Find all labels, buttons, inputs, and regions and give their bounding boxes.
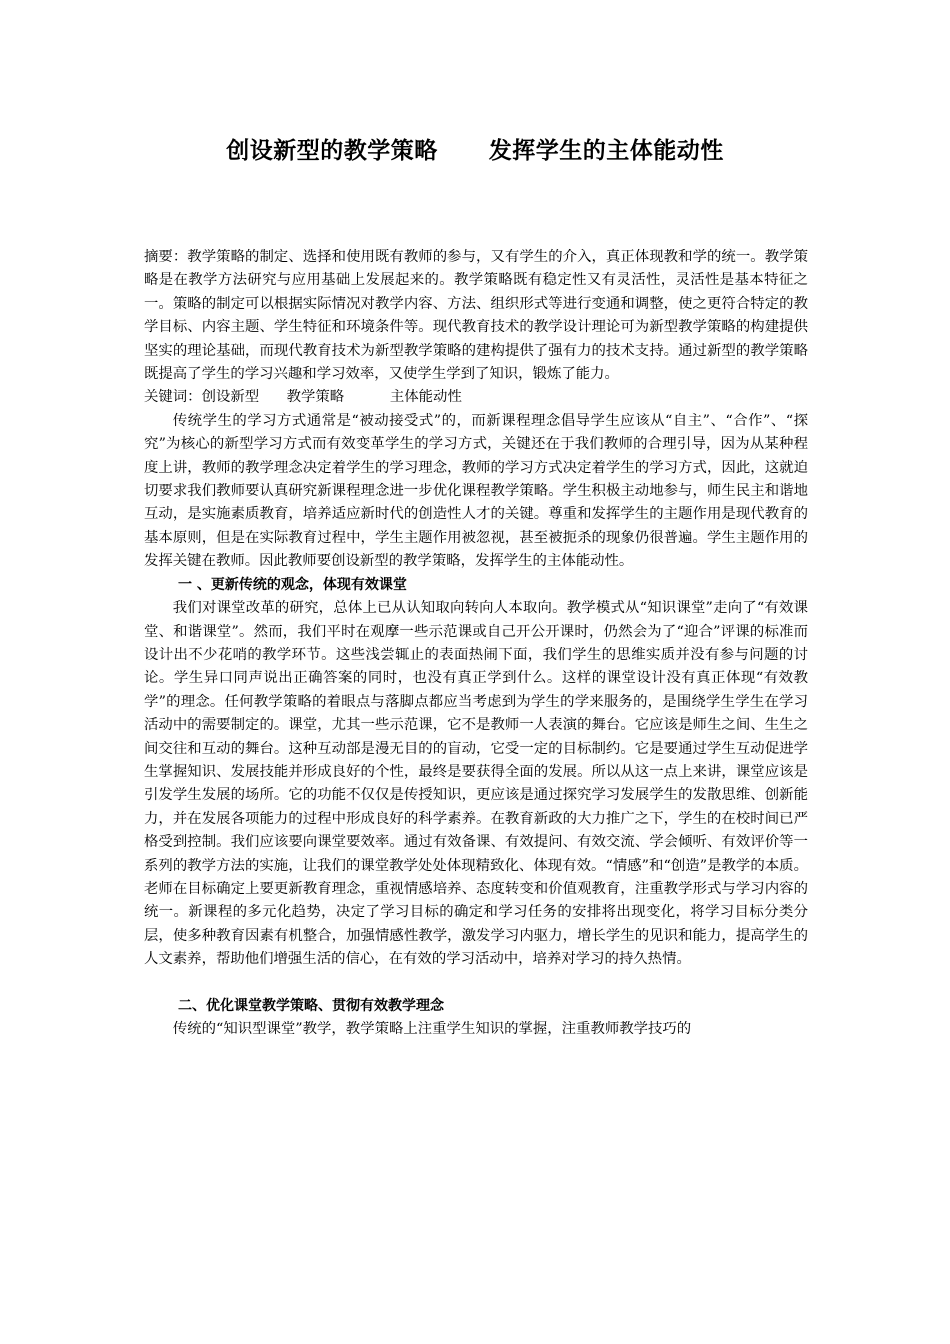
document-title: 创设新型的教学策略 发挥学生的主体能动性 <box>226 138 724 164</box>
paragraph-spacer <box>144 972 808 995</box>
section-2-paragraph: 传统的“知识型课堂”教学，教学策略上注重学生知识的掌握，注重教师教学技巧的 <box>172 1021 692 1038</box>
document-body <box>144 246 808 1042</box>
abstract-paragraph: 摘要：教学策略的制定、选择和使用既有教师的参与，又有学生的介入，真正体现教和学的统一。教学策略是在教学方法研究与应用基础上发展起来的。教学策略既有稳定性又有灵活性，灵活性是基本特征之一。策略的制定可以根据实际情况对教学内容、方法、组织形式等进行变通和调整，使之更符合特定的教学目标、内容主题、学生特征和环境条件等。现代教育技术的教学设计理论可为新型教学策略的构建提供坚实的理论基础，而现代教育技术为新型教学策略的建构提供了强有力的技术支持。通过新型的教学策略既提高了学生的学习兴趣和学习效率，又使学生学到了知识，锻炼了能力。 <box>144 249 808 383</box>
section-heading-2: 二、优化课堂教学策略、贯彻有效教学理念 <box>178 997 444 1014</box>
section-1-paragraph: 我们对课堂改革的研究，总体上已从认知取向转向人本取向。教学模式从“知识课堂”走向了“有效课堂、和谐课堂”。然而，我们平时在观摩一些示范课或自己开公开课时，仍然会为了“迎合”评课的标准而设计出不少花哨的教学环节。这些浅尝辄止的表面热闹下面，我们学生的思维实质并没有参与问题的讨论。学生异口同声说出正确答案的同时，也没有真正学到什么。这样的课堂设计没有真正体现“有效教学”的理念。任何教学策略的着眼点与落脚点都应当考虑到为学生的学来服务的，是围绕学生学生在学习活动中的需要制定的。课堂，尤其一些示范课，它不是教师一人表演的舞台。它应该是师生之间、生生之间交往和互动的舞台。这种互动部是漫无目的的盲动，它受一定的目标制约。它是要通过学生互动促进学生掌握知识、发展技能并形成良好的个性，最终是要获得全面的发展。所以从这一点上来讲，课堂应该是引发学生发展的场所。它的功能不仅仅是传授知识，更应该是通过探究学习发展学生的发散思维、创新能力，并在发展各项能力的过程中形成良好的科学素养。在教育新政的大力推广之下，学生的在校时间已严格受到控制。我们应该要向课堂要效率。通过有效备课、有效提问、有效交流、学会倾听、有效评价等一系列的教学方法的实施，让我们的课堂教学处处体现精致化、体现有效。“情感”和“创造”是教学的本质。老师在目标确定上要更新教育理念，重视情感培养、态度转变和价值观教育，注重教学形式与学习内容的统一。新课程的多元化趋势，决定了学习目标的确定和学习任务的安排将出现变化，将学习目标分类分层，使多种教育因素有机整合，加强情感性教学，激发学习内驱力，增长学生的见识和能力，提高学生的人文素养，帮助他们增强生活的信心，在有效的学习活动中，培养对学习的持久热情。 <box>144 600 808 968</box>
keywords-line: 关键词：创设新型 教学策略 主体能动性 <box>144 389 462 406</box>
section-heading-1: 一 、更新传统的观念，体现有效课堂 <box>178 576 407 593</box>
intro-paragraph: 传统学生的学习方式通常是“被动接受式”的，而新课程理念倡导学生应该从“自主”、“合作”、“探究”为核心的新型学习方式而有效变革学生的学习方式，关键还在于我们教师的合理引导，因为从某种程度上讲，教师的教学理念决定着学生的学习理念，教师的学习方式决定着学生的学习方式，因此，这就迫切要求我们教师要认真研究新课程理念进一步优化课程教学策略。学生积极主动地参与，师生民主和谐地互动，是实施素质教育，培养适应新时代的创造性人才的关键。尊重和发挥学生的主题作用是现代教育的基本原则，但是在实际教育过程中，学生主题作用被忽视，甚至被扼杀的现象仍很普遍。学生主题作用的发挥关键在教师。因此教师要创设新型的教学策略，发挥学生的主体能动性。 <box>144 412 808 570</box>
